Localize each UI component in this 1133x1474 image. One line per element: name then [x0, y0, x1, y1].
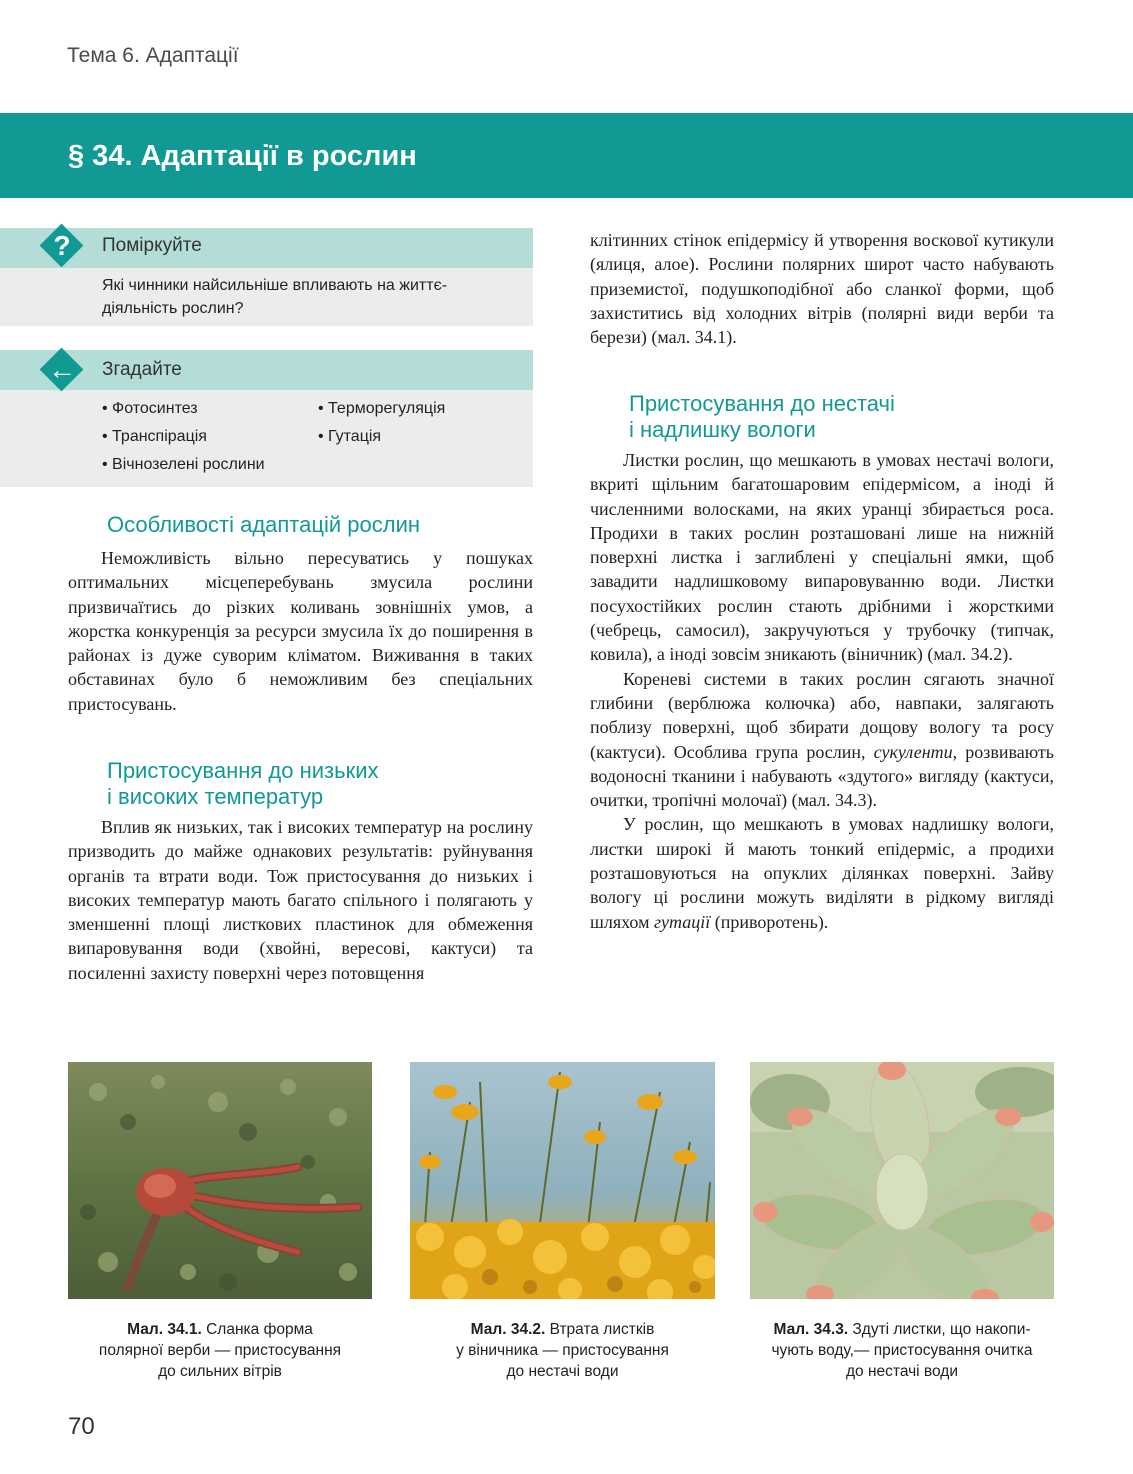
question-mark-icon: ?: [53, 230, 71, 261]
caption-text: до сильних вітрів: [158, 1363, 282, 1380]
caption-text: до нестачі води: [846, 1363, 958, 1380]
arrow-left-icon: ←: [48, 354, 76, 385]
text-run: (приворотень).: [710, 911, 829, 932]
term-italic: гутації: [653, 911, 711, 932]
paragraph: [68, 546, 533, 716]
recall-box-label: Згадайте: [102, 359, 182, 380]
recall-item: • Фотосинтез: [102, 400, 198, 417]
page-number: 70: [68, 1413, 95, 1440]
page-title: § 34. Адаптації в рослин: [68, 140, 417, 172]
section-heading: Особливості адаптацій рослин: [107, 512, 421, 537]
section-heading-line: і високих температур: [107, 784, 324, 809]
figure-label: Мал. 34.3.: [773, 1321, 849, 1338]
text-run: , розвивають водоносні тканини і набувають «здутого» вигляду (кактуси, очитки, тропічні молочаї) (мал. 34.3).: [590, 741, 1055, 811]
recall-item: • Транспірація: [102, 428, 207, 445]
think-box-label: Поміркуйте: [102, 235, 202, 256]
paragraph-text: [590, 667, 1054, 813]
section-heading-line: Пристосування до нестачі: [629, 391, 895, 416]
paragraph-text: клітинних стінок епідермісу й утворення воскової кутикули (ялиця, алое). Рослини полярних широт часто набувають приземистої, подушкоподібної або сланкої форми, щоб захиститись від холодних вітрів (полярні види верби та берези) (мал. 34.1).: [590, 230, 1054, 348]
photo-broom-flowers: [410, 1062, 715, 1299]
caption-text: до нестачі води: [506, 1363, 619, 1380]
figure-caption: [740, 1319, 1064, 1382]
caption-text: у віничника — пристосування: [456, 1342, 669, 1359]
paragraph-continued: [590, 228, 1054, 349]
caption-text: полярної верби — пристосування: [98, 1342, 342, 1359]
photo-succulent: [750, 1062, 1054, 1299]
caption-text: Здуті листки, що накопи-: [848, 1321, 1031, 1338]
section-heading: [107, 758, 379, 810]
figure-label: Мал. 34.1.: [127, 1321, 202, 1338]
figure-caption: [68, 1319, 372, 1382]
section-heading-line: і надлишку вологи: [629, 417, 816, 442]
paragraph-group: [590, 448, 1054, 934]
figure-caption: [410, 1319, 715, 1382]
recall-item: • Вічнозелені рослини: [102, 456, 265, 473]
term-italic: сукуленти: [873, 741, 953, 762]
think-question: Які чинники найсильніше впливають на життє-діяльність рослин?: [102, 277, 448, 317]
paragraph-text: Листки рослин, що мешкають в умовах нестачі вологи, вкриті щільним багатошаровим епідермісом, а іноді й численними волосками, на яких уранці збирається роса. Продихи в таких рослин розташовані лише на нижній поверхні листка і заглиблені у спеціальні ямки, щоб завадити надлишковому випаровуванню води. Листки посухостійких рослин стають дрібними і жорсткими (чебрець, самосил), закручуються у трубочку (типчак, ковила), а іноді зовсім зникають (віничник) (мал. 34.2).: [590, 450, 1054, 665]
caption-text: Сланка форма: [201, 1321, 313, 1338]
section-heading: [629, 391, 895, 443]
paragraph-text: [590, 812, 1054, 933]
text-run: Кореневі системи в таких рослин сягають значної глибини (верблюжа колючка) або, навпаки, залягають поблизу поверхні, щоб збирати дощову вологу та росу (кактуси). Особлива група рослин,: [590, 668, 1054, 762]
text-run: У рослин, що мешкають в умовах надлишку вологи, листки широкі й мають тонкий епідерміс, а продихи розташовуються на опуклих ділянках поверхні. Зайву вологу ці рослини можуть виділяти в рідкому вигляді шляхом: [590, 814, 1054, 932]
caption-text: чують воду,— пристосування очитка: [771, 1342, 1033, 1359]
caption-text: Втрата листків: [545, 1321, 655, 1338]
paragraph-text: Вплив як низьких, так і високих температур на рослину призводить до майже однакових результатів: руйнування органів та втрати води. Тож пристосування до низьких і високих температур мають багато спільного і полягають у зменшенні площі листкових пластинок для обмеження випаровування води (хвойні, вересові, кактуси) та посиленні захисту поверхні через потовщення: [68, 817, 533, 983]
paragraph-text: Неможливість вільно пересуватись у пошуках оптимальних місцеперебувань змусила рослини призвичаїтись до різких коливань зовнішніх умов, а жорстка конкуренція за ресурси змусила їх до поширення в районах із дуже суворим кліматом. Виживання в таких обставинах було б неможливим без спеціальних пристосувань.: [68, 548, 533, 714]
paragraph: [68, 815, 533, 985]
recall-item: • Гутація: [318, 428, 382, 445]
figure-label: Мал. 34.2.: [470, 1321, 546, 1338]
recall-item: • Терморегуляція: [318, 400, 446, 417]
photo-polar-willow: [68, 1062, 372, 1299]
section-heading-line: Пристосування до низьких: [107, 758, 379, 783]
topic-header: Тема 6. Адаптації: [67, 44, 239, 67]
